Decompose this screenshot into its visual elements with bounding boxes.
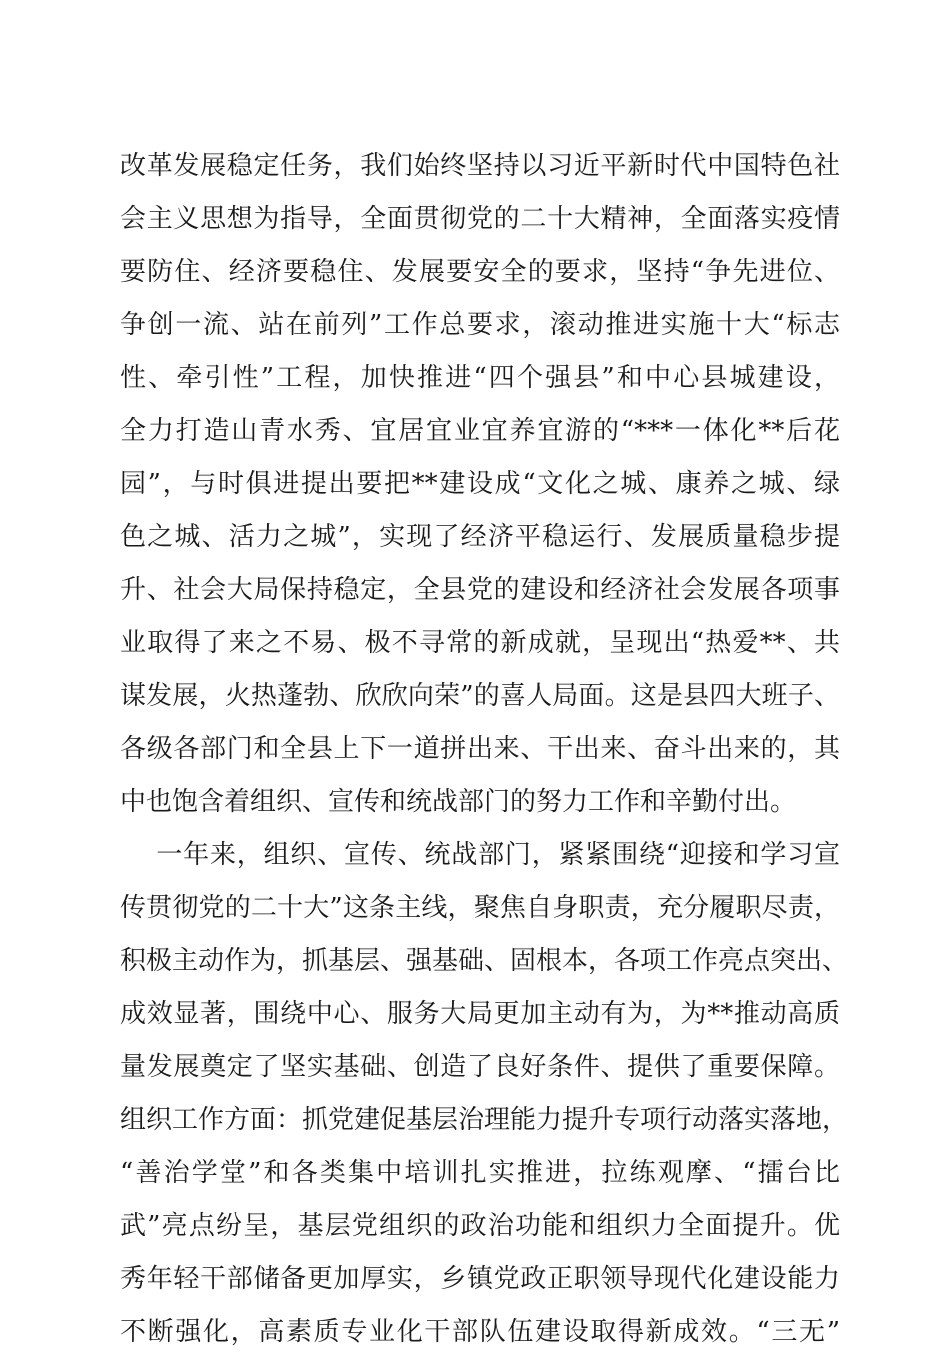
text-line: 组织工作方面：抓党建促基层治理能力提升专项行动落实落地， <box>120 1105 849 1135</box>
text-line: 各级各部门和全县上下一道拼出来、干出来、奋斗出来的，其 <box>120 734 840 764</box>
text-line: 会主义思想为指导，全面贯彻党的二十大精神，全面落实疫情 <box>120 204 840 234</box>
text-line: 传贯彻党的二十大”这条主线，聚焦自身职责，充分履职尽责， <box>120 893 840 923</box>
text-line: 谋发展，火热蓬勃、欣欣向荣”的喜人局面。这是县四大班子、 <box>120 681 840 711</box>
text-line: 园”，与时俱进提出要把**建设成“文化之城、康养之城、绿 <box>120 469 840 499</box>
text-line: 改革发展稳定任务，我们始终坚持以习近平新时代中国特色社 <box>120 151 840 181</box>
paragraph-first-line: 一年来，组织、宣传、统战部门，紧紧围绕“迎接和学习宣 <box>120 840 840 870</box>
text-line: 全力打造山青水秀、宜居宜业宜养宜游的“***一体化**后花 <box>120 416 840 446</box>
text-line: 量发展奠定了坚实基础、创造了良好条件、提供了重要保障。 <box>120 1052 840 1082</box>
text-line: 要防住、经济要稳住、发展要安全的要求，坚持“争先进位、 <box>120 257 840 287</box>
text-line: 积极主动作为，抓基层、强基础、固根本，各项工作亮点突出、 <box>120 946 849 976</box>
text-line: 业取得了来之不易、极不寻常的新成就，呈现出“热爱**、共 <box>120 628 840 658</box>
body-text <box>120 140 849 1359</box>
paragraph-end-line: 中也饱含着组织、宣传和统战部门的努力工作和辛勤付出。 <box>120 787 797 817</box>
text-line: 成效显著，围绕中心、服务大局更加主动有为，为**推动高质 <box>120 999 840 1029</box>
text-line: 升、社会大局保持稳定，全县党的建设和经济社会发展各项事 <box>120 575 840 605</box>
text-line: 争创一流、站在前列”工作总要求，滚动推进实施十大“标志 <box>120 310 840 340</box>
text-line: 性、牵引性”工程，加快推进“四个强县”和中心县城建设， <box>120 363 840 393</box>
text-line: “善治学堂”和各类集中培训扎实推进，拉练观摩、“擂台比 <box>120 1158 840 1188</box>
text-line: 不断强化，高素质专业化干部队伍建设取得新成效。“三无” <box>120 1317 840 1347</box>
text-line: 秀年轻干部储备更加厚实，乡镇党政正职领导现代化建设能力 <box>120 1264 840 1294</box>
text-line: 武”亮点纷呈，基层党组织的政治功能和组织力全面提升。优 <box>120 1211 840 1241</box>
text-line: 色之城、活力之城”，实现了经济平稳运行、发展质量稳步提 <box>120 522 840 552</box>
